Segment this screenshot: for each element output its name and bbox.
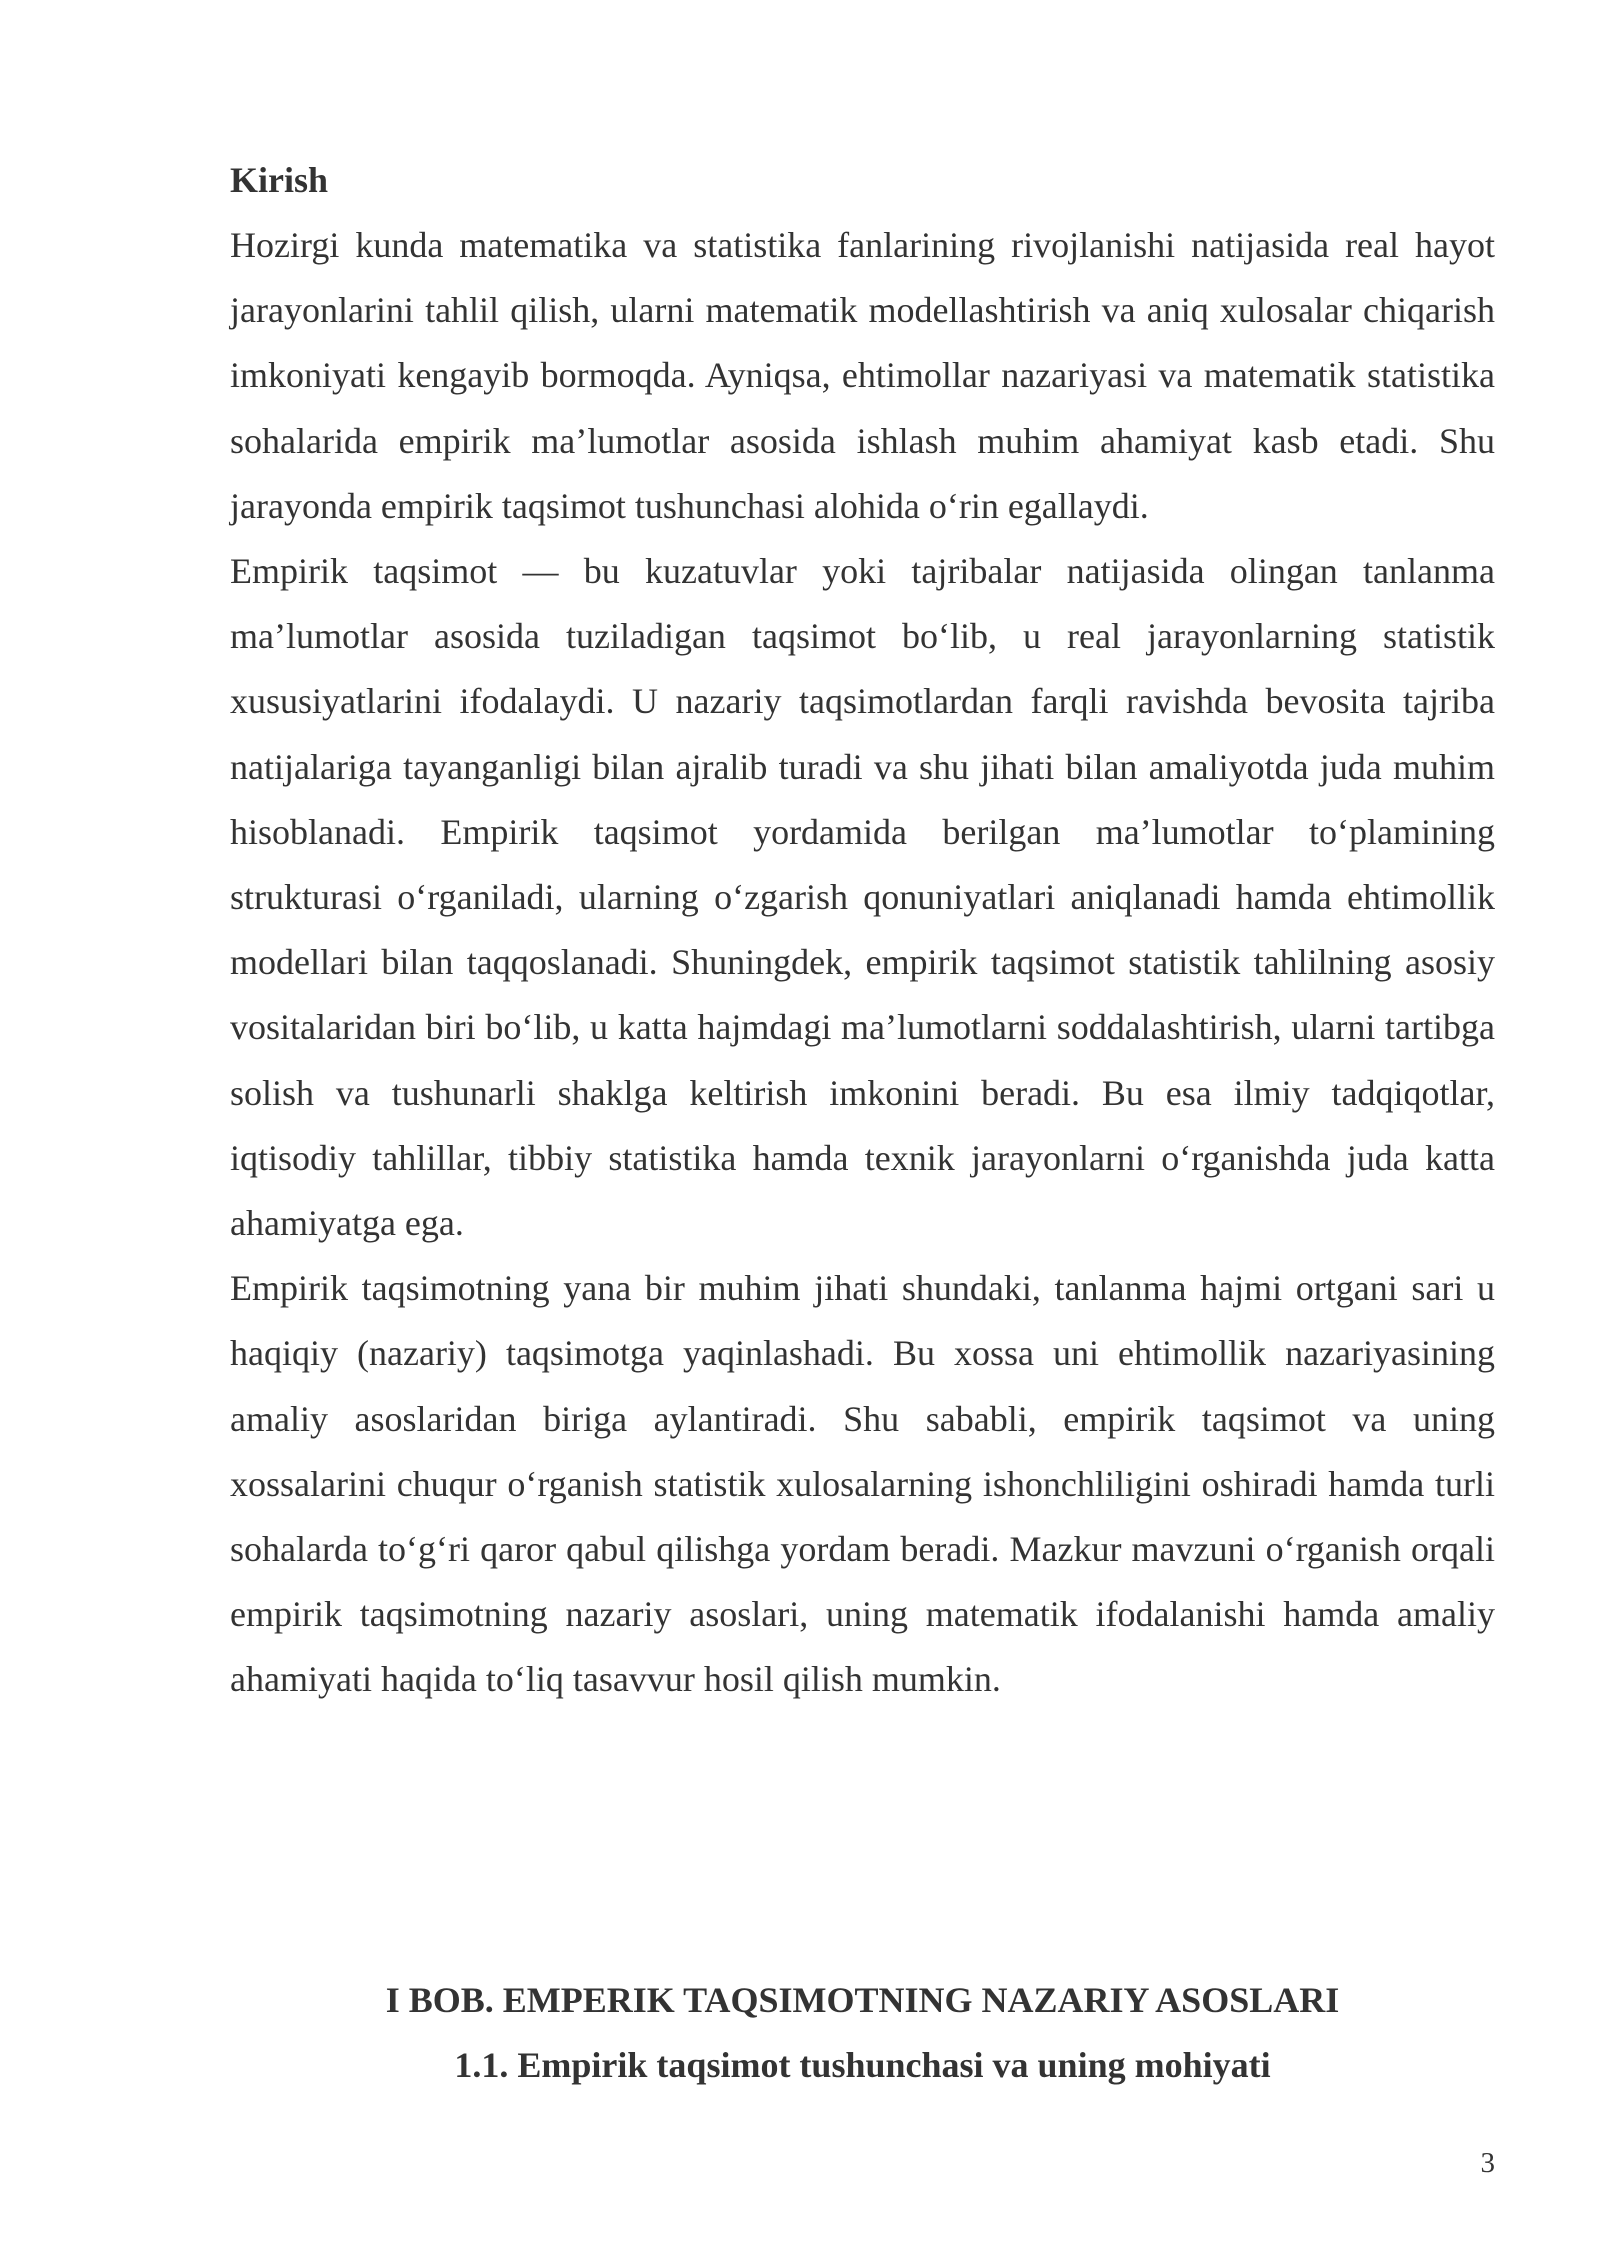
- section-title: 1.1. Empirik taqsimot tushunchasi va uning mohiyati: [454, 2045, 1271, 2085]
- paragraph-2: Empirik taqsimot — bu kuzatuvlar yoki tajribalar natijasida olingan tanlanma ma’lumotlar asosida tuziladigan taqsimot bo‘lib, u real jarayonlarning statistik xususiyatlarini ifodalaydi. U nazariy taqsimotlardan farqli ravishda bevosita tajriba natijalariga tayanganligi bilan ajralib turadi va shu jihati bilan amaliyotda juda muhim hisoblanadi. Empirik taqsimot yordamida berilgan ma’lumotlar to‘plamining strukturasi o‘rganiladi, ularning o‘zgarish qonuniyatlari aniqlanadi hamda ehtimollik modellari bilan taqqoslanadi. Shuningdek, empirik taqsimot statistik tahlilning asosiy vositalaridan biri bo‘lib, u katta hajmdagi ma’lumotlarni soddalashtirish, ularni tartibga solish va tushunarli shaklga keltirish imkonini beradi. Bu esa ilmiy tadqiqotlar, iqtisodiy tahlillar, tibbiy statistika hamda texnik jarayonlarni o‘rganishda juda katta ahamiyatga ega.: [230, 551, 1495, 1244]
- page-number: 3: [1480, 2147, 1495, 2179]
- chapter-title: I BOB. EMPERIK TAQSIMOTNING NAZARIY ASOSLARI: [385, 1980, 1340, 2020]
- page-body: [230, 148, 1495, 1713]
- paragraph-1: Hozirgi kunda matematika va statistika fanlarining rivojlanishi natijasida real hayot jarayonlarini tahlil qilish, ularni matematik modellashtirish va aniq xulosalar chiqarish imkoniyati kengayib bormoqda. Ayniqsa, ehtimollar nazariyasi va matematik statistika sohalarida empirik ma’lumotlar asosida ishlash muhim ahamiyat kasb etadi. Shu jarayonda empirik taqsimot tushunchasi alohida o‘rin egallaydi.: [230, 225, 1495, 526]
- paragraph-3: Empirik taqsimotning yana bir muhim jihati shundaki, tanlanma hajmi ortgani sari u haqiqiy (nazariy) taqsimotga yaqinlashadi. Bu xossa uni ehtimollik nazariyasining amaliy asoslaridan biriga aylantiradi. Shu sababli, empirik taqsimot va uning xossalarini chuqur o‘rganish statistik xulosalarning ishonchliligini oshiradi hamda turli sohalarda to‘g‘ri qaror qabul qilishga yordam beradi. Mazkur mavzuni o‘rganish orqali empirik taqsimotning nazariy asoslari, uning matematik ifodalanishi hamda amaliy ahamiyati haqida to‘liq tasavvur hosil qilish mumkin.: [230, 1268, 1495, 1700]
- section-heading: Kirish: [230, 160, 329, 200]
